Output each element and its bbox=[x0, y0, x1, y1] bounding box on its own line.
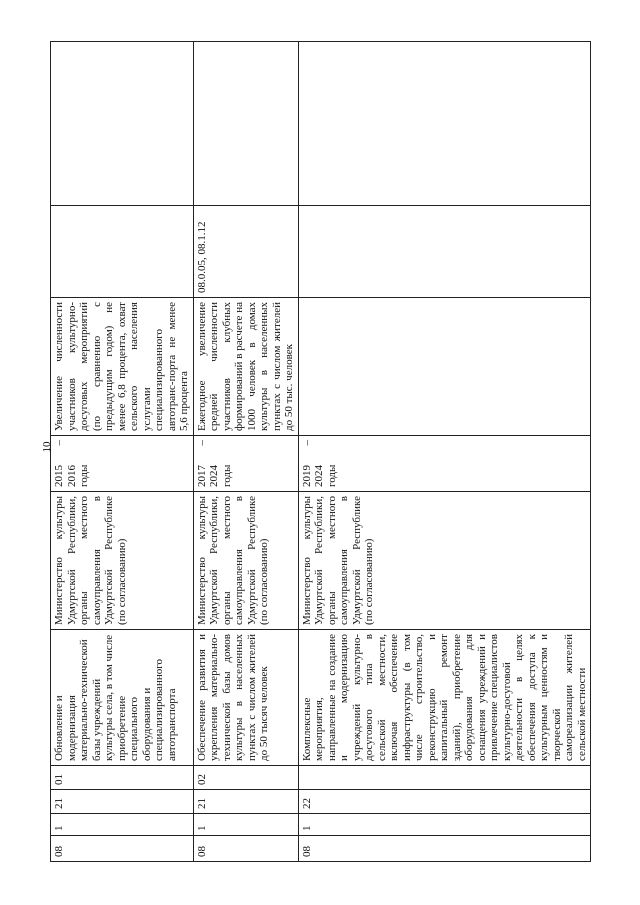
cell-event: Комплексные мероприятия, направленные на создание и модернизацию учреждений культурно-досугового типа в сельской местности, включая обеспечение инфраструктуры (в том числе строительство, реконструкцию и капитальный ремонт зданий), приобретение оборудования для оснащения учреждений и привлечение специалистов культурно-досуговой деятельности в целях обеспечения доступа к культурным ценностям и творческой самореализации жителей сельской местности bbox=[298, 630, 591, 766]
cell-code-2: 1 bbox=[193, 814, 298, 836]
cell-term: 2019 – 2024 годы bbox=[298, 436, 591, 492]
cell-code-1: 08 bbox=[193, 836, 298, 862]
cell-result bbox=[298, 298, 591, 436]
cell-executor: Министерство культуры Удмуртской Республики, органы местного самоуправления в Удмуртской Республике (по согласованию) bbox=[51, 492, 194, 630]
cell-code-2: 1 bbox=[298, 814, 591, 836]
program-table bbox=[50, 41, 591, 862]
cell-code-4: 02 bbox=[193, 766, 298, 790]
cell-event: Обеспечение развития и укрепления материально-технической базы домов культуры в населенных пунктах с числом жителей до 50 тысяч человек bbox=[193, 630, 298, 766]
cell-term: 2015 – 2016 годы bbox=[51, 436, 194, 492]
cell-result: Ежегодное увеличение средней численности участников клубных формирований в расчете на 1000 человек в домах культуры в населенных пунктах с числом жителей до 50 тыс. человек bbox=[193, 298, 298, 436]
cell-code-3: 22 bbox=[298, 790, 591, 814]
cell-code-4: 01 bbox=[51, 766, 194, 790]
cell-empty bbox=[51, 42, 194, 206]
table-row bbox=[51, 42, 194, 862]
table-row bbox=[193, 42, 298, 862]
cell-empty bbox=[298, 42, 591, 206]
cell-term: 2017 – 2024 годы bbox=[193, 436, 298, 492]
cell-event: Обновление и модернизация материально-технической базы учреждений культуры села, в том числе приобретение специального оборудования и специализированного автотранспорта bbox=[51, 630, 194, 766]
cell-code-3: 21 bbox=[51, 790, 194, 814]
cell-executor: Министерство культуры Удмуртской Республики, органы местного самоуправления в Удмуртской Республике (по согласованию) bbox=[193, 492, 298, 630]
cell-code-3: 21 bbox=[193, 790, 298, 814]
page-number: 10 bbox=[41, 441, 53, 453]
cell-code-1: 08 bbox=[51, 836, 194, 862]
cell-codes bbox=[51, 206, 194, 298]
cell-empty bbox=[193, 42, 298, 206]
cell-result: Увеличение численности участников культурно-досуговых мероприятий (по сравнению с предыдущим годом) не менее 6,8 процента, охват сельского населения услугами специализированного автотранс-порта не менее 5,6 процента bbox=[51, 298, 194, 436]
cell-executor: Министерство культуры Удмуртской Республики, органы местного самоуправления в Удмуртской Республике (по согласованию) bbox=[298, 492, 591, 630]
table-row bbox=[298, 42, 591, 862]
cell-code-4 bbox=[298, 766, 591, 790]
cell-codes: 08.0.05, 08.1.12 bbox=[193, 206, 298, 298]
cell-codes bbox=[298, 206, 591, 298]
rotated-table-page bbox=[50, 42, 590, 862]
cell-code-1: 08 bbox=[298, 836, 591, 862]
cell-code-2: 1 bbox=[51, 814, 194, 836]
